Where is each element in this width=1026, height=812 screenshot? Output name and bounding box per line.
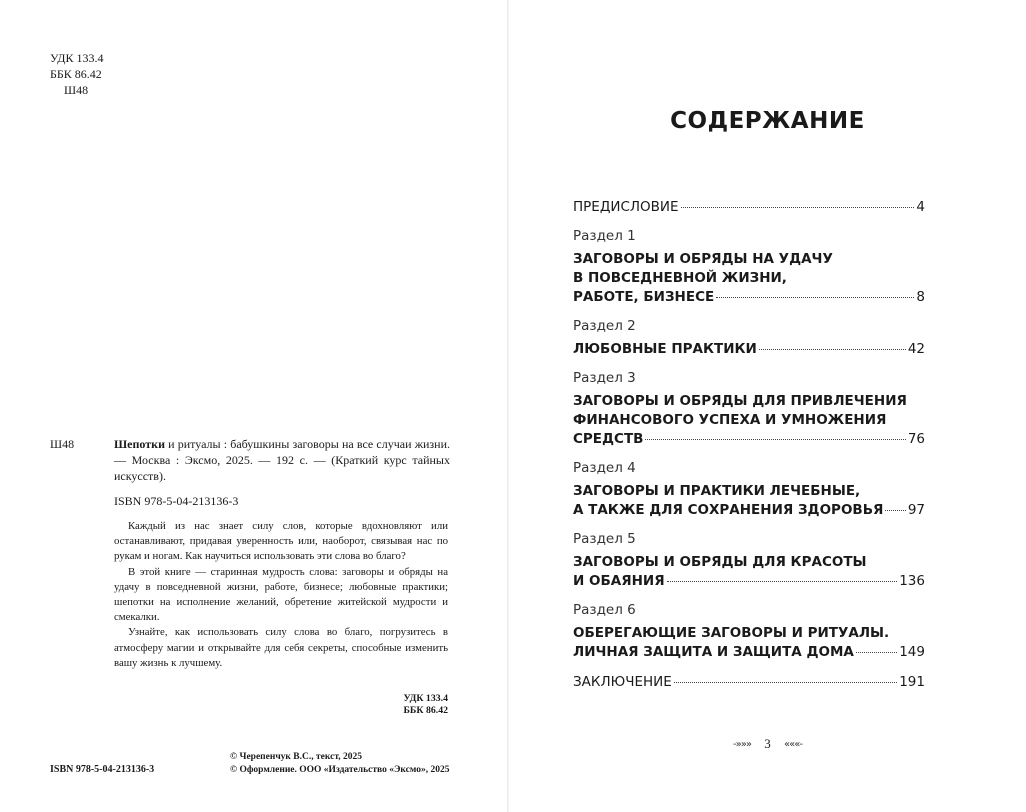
- toc-entry-section-6[interactable]: [573, 643, 925, 662]
- section-label: Раздел 1: [573, 228, 636, 244]
- toc-entry-label: СРЕДСТВ: [573, 431, 644, 447]
- page-folio: [509, 736, 1026, 752]
- spacer: [573, 662, 925, 673]
- copyright-text: © Черепенчук В.С., текст, 2025: [230, 752, 363, 762]
- toc-title-line: ОБЕРЕГАЮЩИЕ ЗАГОВОРЫ И РИТУАЛЫ.: [573, 625, 890, 641]
- toc-title-line: В ПОВСЕДНЕВНОЙ ЖИЗНИ,: [573, 270, 787, 286]
- dot-leader: [645, 438, 905, 440]
- toc-page-number: 4: [916, 199, 925, 215]
- toc-entry-conclusion[interactable]: [573, 673, 925, 692]
- classification-codes: [50, 50, 103, 98]
- biblio-title: Шепотки: [114, 437, 165, 451]
- section-label: Раздел 3: [573, 370, 636, 386]
- ornament-left-icon: -»»»: [733, 739, 751, 750]
- biblio-author-mark: Ш48: [50, 437, 75, 451]
- toc-entry-preface[interactable]: [573, 198, 925, 217]
- left-page: [0, 0, 508, 812]
- toc-title-line: ЗАГОВОРЫ И ОБРЯДЫ ДЛЯ ПРИВЛЕЧЕНИЯ: [573, 393, 907, 409]
- toc-title-line: ФИНАНСОВОГО УСПЕХА И УМНОЖЕНИЯ: [573, 412, 887, 428]
- toc-page-number: 191: [899, 674, 925, 690]
- dot-leader: [856, 651, 897, 653]
- udk-code: УДК 133.4: [50, 51, 104, 65]
- toc-page-number: 8: [916, 289, 925, 305]
- toc-page-number: 97: [907, 502, 925, 518]
- toc-entry-section-1[interactable]: [573, 288, 925, 307]
- toc-page-number: 42: [907, 341, 925, 357]
- copyright-design: © Оформление. ООО «Издательство «Эксмо», 2025: [230, 765, 450, 775]
- section-label: Раздел 5: [573, 531, 636, 547]
- biblio-details: и ритуалы : бабушкины заговоры на все случаи жизни. — Москва : Эксмо, 2025. — 192 с. — (Краткий курс тайных искусств).: [114, 437, 450, 483]
- annotation-paragraph: Узнайте, как использовать силу слова во благо, погрузитесь в атмосферу магии и открывайте для себя секреты, способные изменить вашу жизнь к лучшему.: [114, 626, 448, 669]
- toc-entry-section-4[interactable]: [573, 501, 925, 520]
- page-number: 3: [764, 736, 771, 751]
- dot-leader: [681, 206, 915, 208]
- author-mark: Ш48: [64, 83, 89, 97]
- toc-entry-label: РАБОТЕ, БИЗНЕСЕ: [573, 289, 715, 305]
- biblio-description: [114, 436, 450, 484]
- dot-leader: [674, 681, 897, 683]
- dot-leader: [667, 580, 898, 582]
- toc-title-line: ЗАГОВОРЫ И ОБРЯДЫ НА УДАЧУ: [573, 251, 833, 267]
- bibliographic-record: [50, 436, 450, 484]
- toc-entry-section-3[interactable]: [573, 430, 925, 449]
- dot-leader: [759, 348, 906, 350]
- udk-bottom: УДК 133.4: [403, 693, 448, 704]
- section-label: Раздел 4: [573, 460, 636, 476]
- toc-entry-label: ЛИЧНАЯ ЗАЩИТА И ЗАЩИТА ДОМА: [573, 644, 854, 660]
- copyright-block: [230, 751, 449, 777]
- toc-page-number: 76: [907, 431, 925, 447]
- annotation: [114, 519, 448, 671]
- toc-entry-label: А ТАКЖЕ ДЛЯ СОХРАНЕНИЯ ЗДОРОВЬЯ: [573, 502, 884, 518]
- ornament-right-icon: «««-: [784, 739, 802, 750]
- bbk-bottom: ББК 86.42: [403, 705, 448, 716]
- toc-title-line: ЗАГОВОРЫ И ОБРЯДЫ ДЛЯ КРАСОТЫ: [573, 554, 867, 570]
- isbn: ISBN 978-5-04-213136-3: [114, 494, 239, 508]
- toc-entry-section-5[interactable]: [573, 572, 925, 591]
- toc-entry-label: И ОБАЯНИЯ: [573, 573, 665, 589]
- right-page: [509, 0, 1026, 812]
- bbk-code: ББК 86.42: [50, 67, 102, 81]
- toc-page-number: 149: [899, 644, 925, 660]
- isbn-bottom: ISBN 978-5-04-213136-3: [50, 764, 155, 775]
- table-of-contents: [573, 198, 925, 692]
- section-label: Раздел 2: [573, 318, 636, 334]
- toc-page-number: 136: [899, 573, 925, 589]
- toc-entry-label: ПРЕДИСЛОВИЕ: [573, 199, 679, 215]
- annotation-paragraph: В этой книге — старинная мудрость слова: заговоры и обряды на удачу в повседневной жизни, работе, бизнесе; любовные практики; шепотки на исполнение желаний, обретение житейской мудрости и смекалки.: [114, 565, 448, 624]
- dot-leader: [716, 296, 914, 298]
- bottom-codes: [403, 693, 448, 717]
- toc-title: СОДЕРЖАНИЕ: [670, 108, 865, 134]
- toc-entry-label: ЛЮБОВНЫЕ ПРАКТИКИ: [573, 341, 757, 357]
- dot-leader: [885, 509, 905, 511]
- section-label: Раздел 6: [573, 602, 636, 618]
- toc-entry-section-2[interactable]: [573, 340, 925, 359]
- annotation-paragraph: Каждый из нас знает силу слов, которые вдохновляют или останавливают, придавая уверенность или, наоборот, связывая нас по рукам и ногам. Как научиться использовать эти слова во благо?: [114, 520, 448, 563]
- toc-entry-label: ЗАКЛЮЧЕНИЕ: [573, 674, 672, 690]
- toc-title-line: ЗАГОВОРЫ И ПРАКТИКИ ЛЕЧЕБНЫЕ,: [573, 483, 861, 499]
